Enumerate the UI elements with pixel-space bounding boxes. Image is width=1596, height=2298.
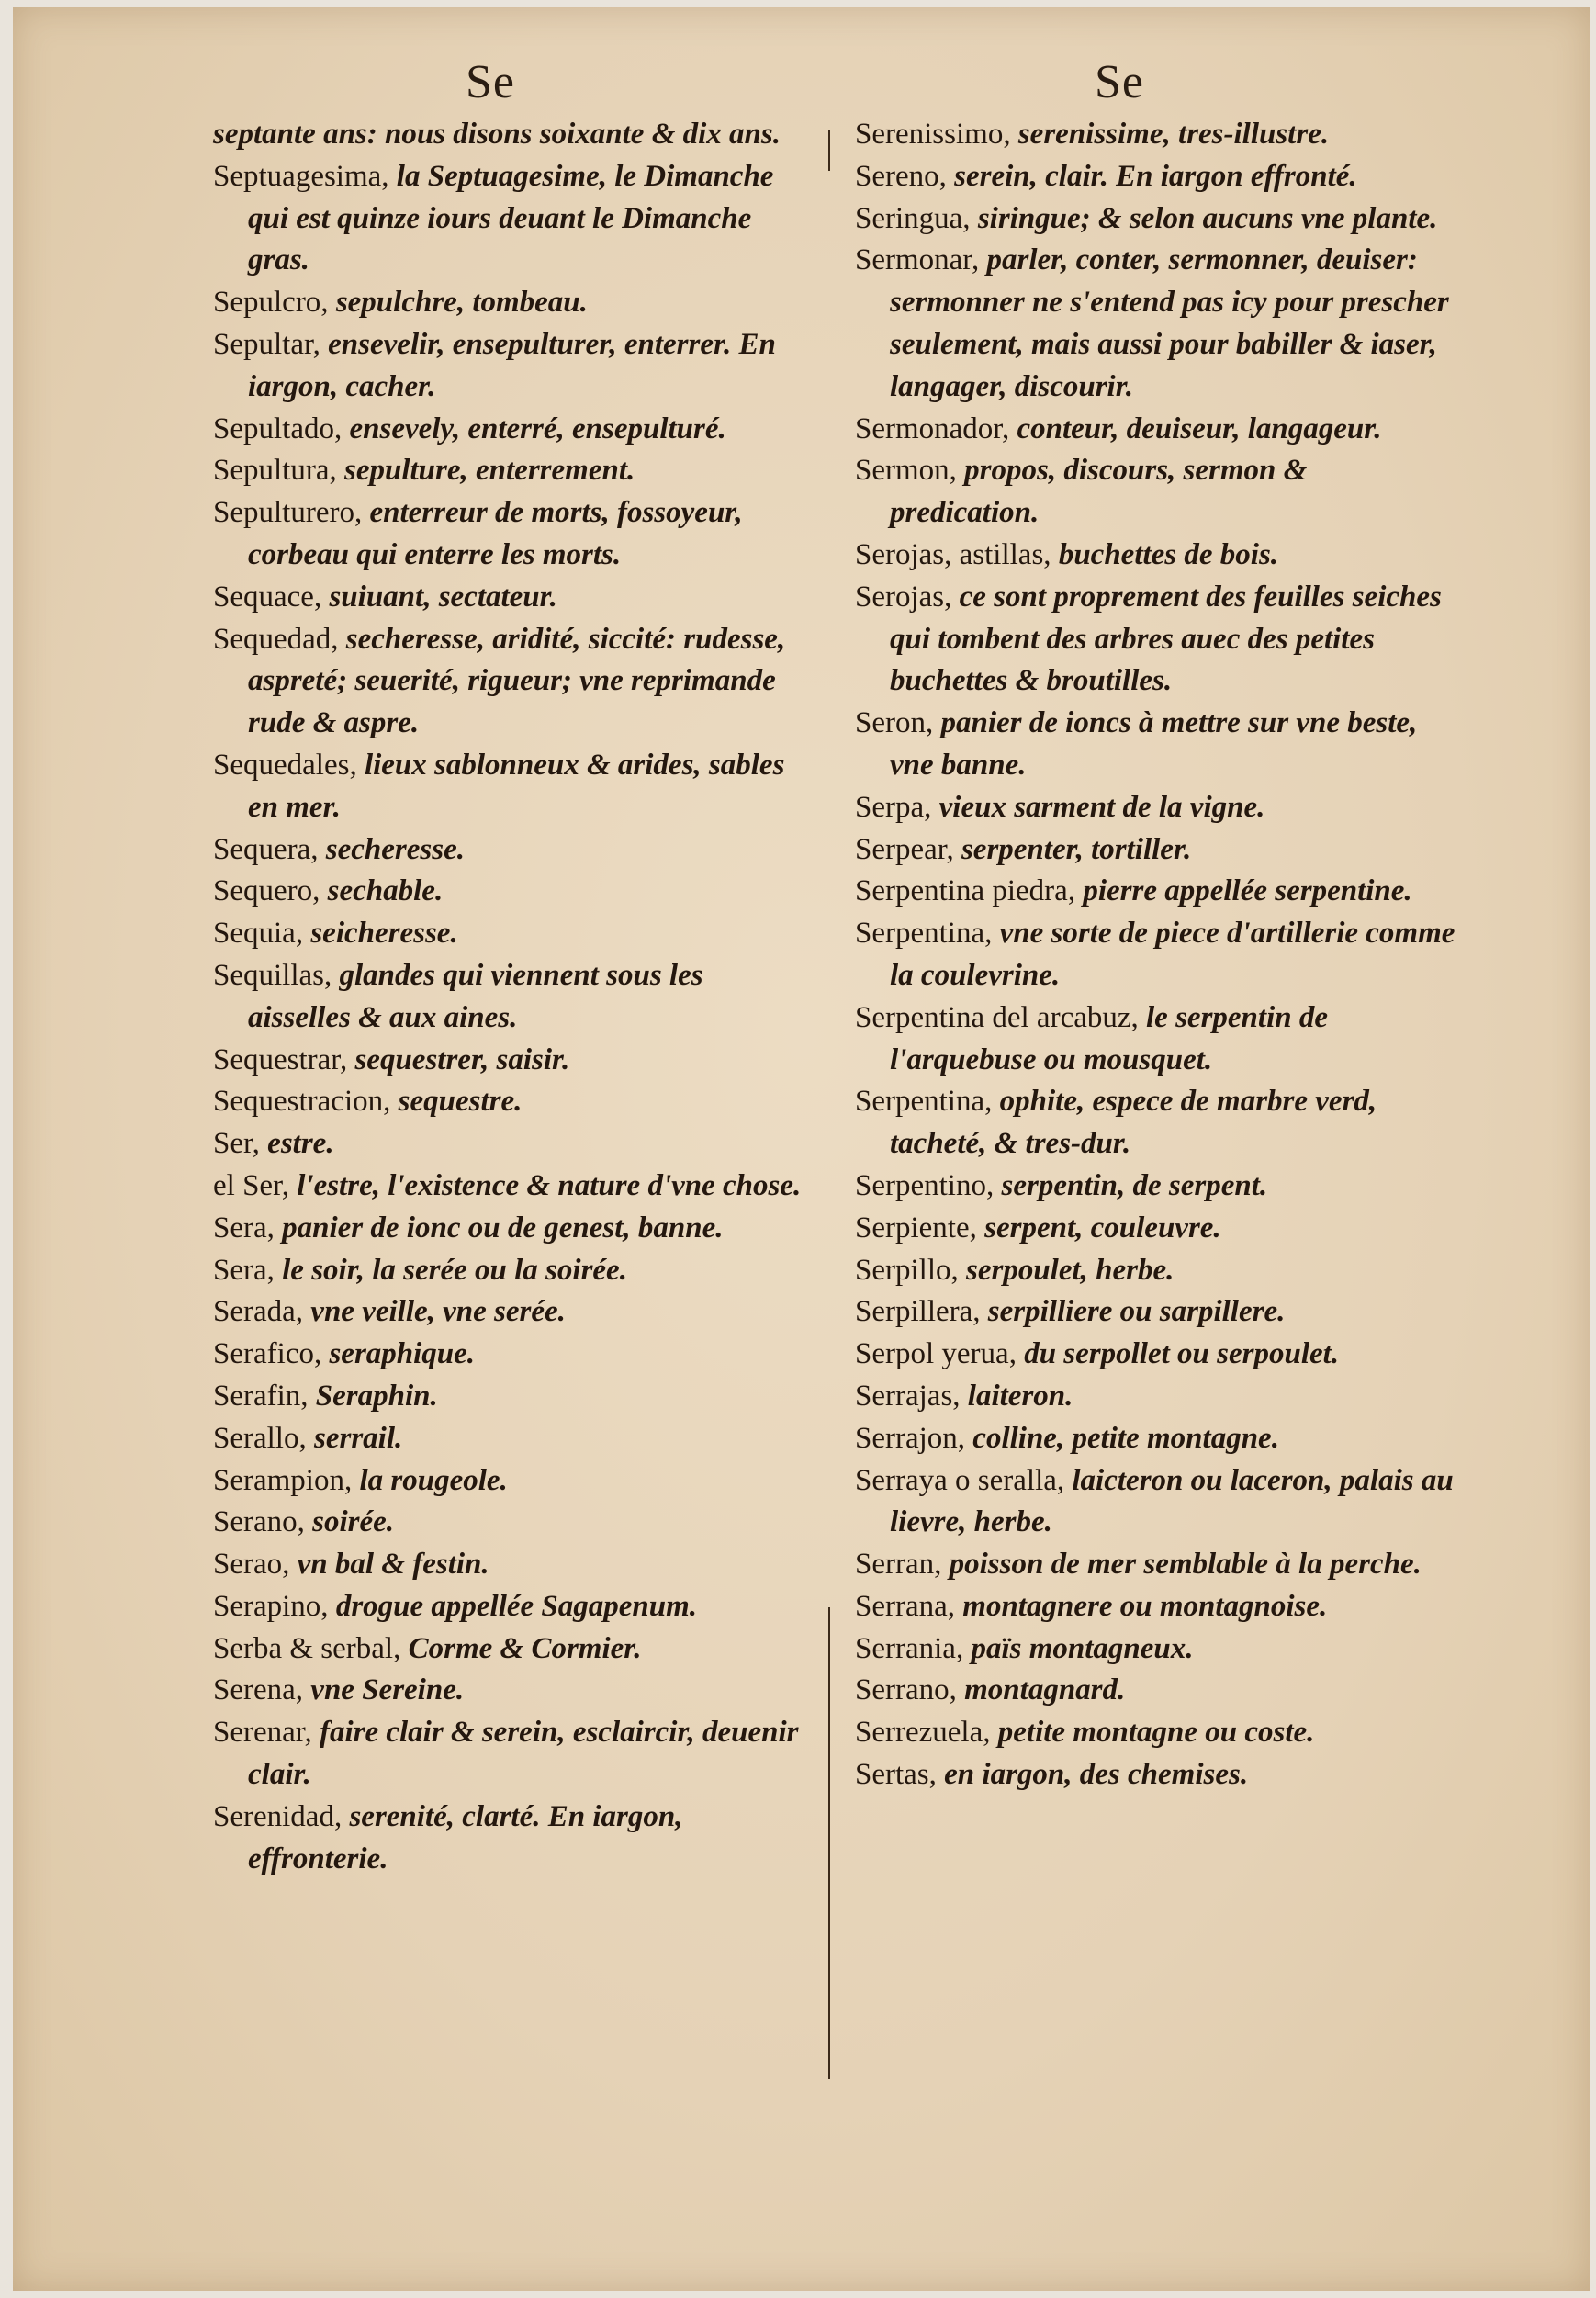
entry-headword: Sequestracion, xyxy=(213,1085,391,1119)
entry-definition: serpent, couleuvre. xyxy=(984,1211,1221,1245)
entry-headword: Serao, xyxy=(213,1548,290,1582)
entry-definition: sepulchre, tombeau. xyxy=(335,286,588,320)
entry-headword: Sermonador, xyxy=(855,411,1010,445)
dictionary-entry xyxy=(213,409,810,451)
dictionary-entry xyxy=(855,1208,1461,1250)
running-head-right: Se xyxy=(1095,56,1144,108)
entry-definition: lieux sablonneux & arides, sables en mer. xyxy=(248,748,785,824)
entry-headword: Serenar, xyxy=(213,1716,312,1750)
entry-headword: Sequera, xyxy=(213,832,319,866)
entry-definition: parler, conter, sermonner, deuiser: sermonner ne s'entend pas icy pour prescher seulement, mais aussi pour babiller & iaser, langager, discourir. xyxy=(890,243,1449,403)
entry-definition: glandes qui viennent sous les aisselles & aux aines. xyxy=(248,958,703,1034)
entry-definition: sequestre. xyxy=(398,1085,523,1119)
dictionary-entry xyxy=(855,535,1461,577)
entry-definition: serpenter, tortiller. xyxy=(961,832,1192,866)
entry-definition: siringue; & selon aucuns vne plante. xyxy=(977,201,1438,235)
entry-definition: en iargon, des chemises. xyxy=(944,1758,1249,1792)
entry-definition: serpilliere ou sarpillere. xyxy=(987,1295,1286,1329)
entry-headword: Sermonar, xyxy=(855,243,980,277)
entry-headword: Serpiente, xyxy=(855,1211,977,1245)
entry-definition: septante ans: nous disons soixante & dix ans. xyxy=(213,118,781,151)
entry-headword: Serba & serbal, xyxy=(213,1631,401,1665)
entry-headword: Serpentina, xyxy=(855,1085,993,1119)
entry-definition: faire clair & serein, esclaircir, deuenir clair. xyxy=(248,1716,799,1792)
dictionary-entry xyxy=(855,1334,1461,1376)
dictionary-entry xyxy=(213,1712,810,1797)
dictionary-entry xyxy=(855,787,1461,829)
dictionary-entry xyxy=(213,1208,810,1250)
dictionary-entry xyxy=(213,1586,810,1628)
entry-definition: enterreur de morts, fossoyeur, corbeau qui enterre les morts. xyxy=(248,496,743,571)
entry-definition: vne Sereine. xyxy=(310,1673,465,1707)
entry-definition: serenissime, tres-illustre. xyxy=(1017,118,1330,151)
entry-definition: vne veille, vne serée. xyxy=(310,1295,566,1329)
entry-headword: Serpa, xyxy=(855,790,932,824)
entry-headword: Serpillo, xyxy=(855,1253,959,1287)
dictionary-entry xyxy=(213,829,810,872)
entry-headword: Serena, xyxy=(213,1673,304,1707)
entry-definition: serpoulet, herbe. xyxy=(966,1253,1175,1287)
entry-definition: secheresse, aridité, siccité: rudesse, aspreté; seuerité, rigueur; vne reprimande rude & aspre. xyxy=(248,622,786,740)
entry-headword: Sequillas, xyxy=(213,958,332,992)
entry-definition: Seraphin. xyxy=(315,1379,438,1413)
dictionary-entry xyxy=(855,1712,1461,1754)
entry-headword: Sepultura, xyxy=(213,454,337,488)
dictionary-entry xyxy=(855,114,1461,156)
dictionary-entry xyxy=(855,577,1461,703)
dictionary-entry xyxy=(855,198,1461,241)
dictionary-page xyxy=(13,7,1590,2291)
entry-headword: Serapino, xyxy=(213,1589,329,1623)
dictionary-entry xyxy=(855,871,1461,913)
entry-definition: drogue appellée Sagapenum. xyxy=(335,1589,698,1623)
entry-headword: Sequero, xyxy=(213,874,320,908)
entry-definition: le soir, la serée ou la soirée. xyxy=(282,1253,627,1287)
dictionary-entry xyxy=(855,997,1461,1082)
entry-definition: montagnere ou montagnoise. xyxy=(962,1589,1328,1623)
dictionary-entry xyxy=(213,1040,810,1082)
entry-definition: la Septuagesime, le Dimanche qui est quinze iours deuant le Dimanche gras. xyxy=(248,159,774,277)
entry-headword: Serenissimo, xyxy=(855,118,1011,151)
entry-definition: sepulture, enterrement. xyxy=(343,454,635,488)
dictionary-entry xyxy=(855,1166,1461,1208)
dictionary-entry xyxy=(855,1460,1461,1545)
entry-headword: Serano, xyxy=(213,1505,305,1539)
entry-headword: Serpentina piedra, xyxy=(855,874,1076,908)
dictionary-entry xyxy=(213,1418,810,1460)
right-column xyxy=(855,114,1461,1797)
entry-headword: Sertas, xyxy=(855,1758,937,1792)
entry-headword: Seron, xyxy=(855,706,934,740)
entry-definition: serrail. xyxy=(313,1421,403,1455)
dictionary-entry xyxy=(213,1123,810,1166)
entry-headword: Serraya o seralla, xyxy=(855,1463,1065,1497)
dictionary-entry xyxy=(855,1544,1461,1586)
entry-headword: Serada, xyxy=(213,1295,304,1329)
dictionary-entry xyxy=(213,871,810,913)
entry-headword: Serrano, xyxy=(855,1673,957,1707)
entry-headword: Sepulcro, xyxy=(213,286,329,320)
dictionary-entry xyxy=(213,619,810,745)
entry-headword: Serampion, xyxy=(213,1463,353,1497)
entry-definition: laicteron ou laceron, palais au lievre, herbe. xyxy=(890,1463,1454,1539)
entry-headword: Sereno, xyxy=(855,159,947,193)
entry-headword: Ser, xyxy=(213,1127,260,1161)
dictionary-entry xyxy=(855,829,1461,872)
entry-headword: Sera, xyxy=(213,1211,275,1245)
entry-definition: conteur, deuiseur, langageur. xyxy=(1017,411,1382,445)
dictionary-entry xyxy=(213,1797,810,1881)
entry-definition: laiteron. xyxy=(967,1379,1073,1413)
entry-headword: el Ser, xyxy=(213,1168,289,1202)
entry-definition: du serpollet ou serpoulet. xyxy=(1024,1337,1340,1371)
entry-headword: Serpillera, xyxy=(855,1295,981,1329)
entry-definition: ophite, espece de marbre verd, tacheté, & tres-dur. xyxy=(890,1085,1377,1161)
entry-definition: vne sorte de piece d'artillerie comme la coulevrine. xyxy=(890,917,1456,992)
entry-definition: seraphique. xyxy=(329,1337,476,1371)
entry-headword: Sepulturero, xyxy=(213,496,363,530)
entry-headword: Sermon, xyxy=(855,454,957,488)
dictionary-entry xyxy=(213,114,810,156)
dictionary-entry xyxy=(855,1418,1461,1460)
column-divider-top xyxy=(828,130,830,171)
dictionary-entry xyxy=(855,1291,1461,1334)
entry-definition: seicheresse. xyxy=(310,917,458,951)
dictionary-entry xyxy=(213,1670,810,1712)
entry-headword: Serrajon, xyxy=(855,1421,966,1455)
dictionary-entry xyxy=(855,703,1461,787)
dictionary-entry xyxy=(213,1166,810,1208)
entry-headword: Serran, xyxy=(855,1548,942,1582)
entry-definition: vn bal & festin. xyxy=(297,1548,489,1582)
entry-definition: suiuant, sectateur. xyxy=(329,580,557,614)
dictionary-entry xyxy=(855,1754,1461,1797)
entry-headword: Serojas, astillas, xyxy=(855,537,1051,571)
entry-headword: Serpentino, xyxy=(855,1168,995,1202)
entry-definition: serenité, clarté. En iargon, effronterie. xyxy=(248,1799,683,1876)
dictionary-entry xyxy=(213,745,810,829)
entry-definition: serein, clair. En iargon effronté. xyxy=(954,159,1357,193)
dictionary-entry xyxy=(855,409,1461,451)
dictionary-entry xyxy=(213,1334,810,1376)
entry-headword: Serrezuela, xyxy=(855,1716,991,1750)
dictionary-entry xyxy=(213,1460,810,1503)
dictionary-entry xyxy=(213,282,810,324)
entry-definition: serpentin, de serpent. xyxy=(1001,1168,1268,1202)
dictionary-entry xyxy=(855,1586,1461,1628)
entry-definition: la rougeole. xyxy=(359,1463,508,1497)
entry-headword: Serafin, xyxy=(213,1379,309,1413)
entry-definition: pierre appellée serpentine. xyxy=(1083,874,1412,908)
dictionary-entry xyxy=(855,240,1461,408)
entry-headword: Serafico, xyxy=(213,1337,322,1371)
entry-definition: ce sont proprement des feuilles seiches qui tombent des arbres auec des petites buchettes & broutilles. xyxy=(890,580,1442,698)
entry-headword: Serrajas, xyxy=(855,1379,961,1413)
dictionary-entry xyxy=(855,1250,1461,1292)
entry-definition: buchettes de bois. xyxy=(1058,537,1279,571)
dictionary-entry xyxy=(855,450,1461,535)
dictionary-entry xyxy=(213,1628,810,1671)
dictionary-entry xyxy=(213,450,810,492)
entry-definition: Corme & Cormier. xyxy=(408,1631,642,1665)
dictionary-entry xyxy=(855,1670,1461,1712)
entry-definition: panier de ionc ou de genest, banne. xyxy=(282,1211,724,1245)
entry-definition: l'estre, l'existence & nature d'vne chose. xyxy=(297,1168,802,1202)
dictionary-entry xyxy=(213,492,810,577)
entry-definition: vieux sarment de la vigne. xyxy=(938,790,1265,824)
entry-headword: Sepultado, xyxy=(213,411,343,445)
entry-definition: petite montagne ou coste. xyxy=(997,1716,1315,1750)
dictionary-entry xyxy=(213,1291,810,1334)
entry-definition: estre. xyxy=(267,1127,334,1161)
dictionary-entry xyxy=(855,1376,1461,1418)
entry-definition: poisson de mer semblable à la perche. xyxy=(949,1548,1422,1582)
dictionary-entry xyxy=(213,913,810,955)
entry-definition: soirée. xyxy=(312,1505,395,1539)
entry-headword: Serpentina, xyxy=(855,917,993,951)
entry-headword: Serrania, xyxy=(855,1631,964,1665)
entry-headword: Serojas, xyxy=(855,580,952,614)
entry-headword: Serpear, xyxy=(855,832,954,866)
dictionary-entry xyxy=(213,955,810,1040)
entry-headword: Serrana, xyxy=(855,1589,956,1623)
entry-headword: Sequedales, xyxy=(213,748,357,782)
entry-definition: sequestrer, saisir. xyxy=(354,1042,570,1076)
entry-definition: colline, petite montagne. xyxy=(972,1421,1279,1455)
dictionary-entry xyxy=(855,156,1461,198)
dictionary-entry xyxy=(213,324,810,409)
entry-definition: le serpentin de l'arquebuse ou mousquet. xyxy=(890,1000,1328,1076)
entry-headword: Serpentina del arcabuz, xyxy=(855,1000,1139,1034)
entry-definition: ensevelir, ensepulturer, enterrer. En iargon, cacher. xyxy=(248,327,776,403)
entry-headword: Sequedad, xyxy=(213,622,339,656)
entry-definition: secheresse. xyxy=(325,832,466,866)
entry-headword: Serpol yerua, xyxy=(855,1337,1017,1371)
entry-headword: Sequia, xyxy=(213,917,304,951)
entry-headword: Sera, xyxy=(213,1253,275,1287)
left-column xyxy=(213,114,810,1880)
entry-definition: propos, discours, sermon & predication. xyxy=(890,454,1308,530)
entry-headword: Seringua, xyxy=(855,201,971,235)
dictionary-entry xyxy=(213,577,810,619)
entry-headword: Sepultar, xyxy=(213,327,320,361)
entry-definition: montagnard. xyxy=(964,1673,1126,1707)
entry-headword: Serenidad, xyxy=(213,1799,343,1833)
entry-definition: ensevely, enterré, ensepulturé. xyxy=(349,411,726,445)
dictionary-entry xyxy=(855,913,1461,997)
entry-definition: païs montagneux. xyxy=(971,1631,1194,1665)
entry-definition: sechable. xyxy=(327,874,444,908)
entry-headword: Sequestrar, xyxy=(213,1042,348,1076)
dictionary-entry xyxy=(213,1376,810,1418)
dictionary-entry xyxy=(213,1502,810,1544)
entry-headword: Septuagesima, xyxy=(213,159,389,193)
dictionary-entry xyxy=(213,1250,810,1292)
dictionary-entry xyxy=(855,1081,1461,1166)
dictionary-entry xyxy=(855,1628,1461,1671)
entry-headword: Serallo, xyxy=(213,1421,307,1455)
entry-definition: panier de ioncs à mettre sur vne beste, vne banne. xyxy=(890,706,1418,782)
dictionary-entry xyxy=(213,1081,810,1123)
running-head-left: Se xyxy=(466,56,515,108)
dictionary-entry xyxy=(213,156,810,282)
column-divider-bottom xyxy=(828,1607,830,2079)
entry-headword: Sequace, xyxy=(213,580,322,614)
dictionary-entry xyxy=(213,1544,810,1586)
